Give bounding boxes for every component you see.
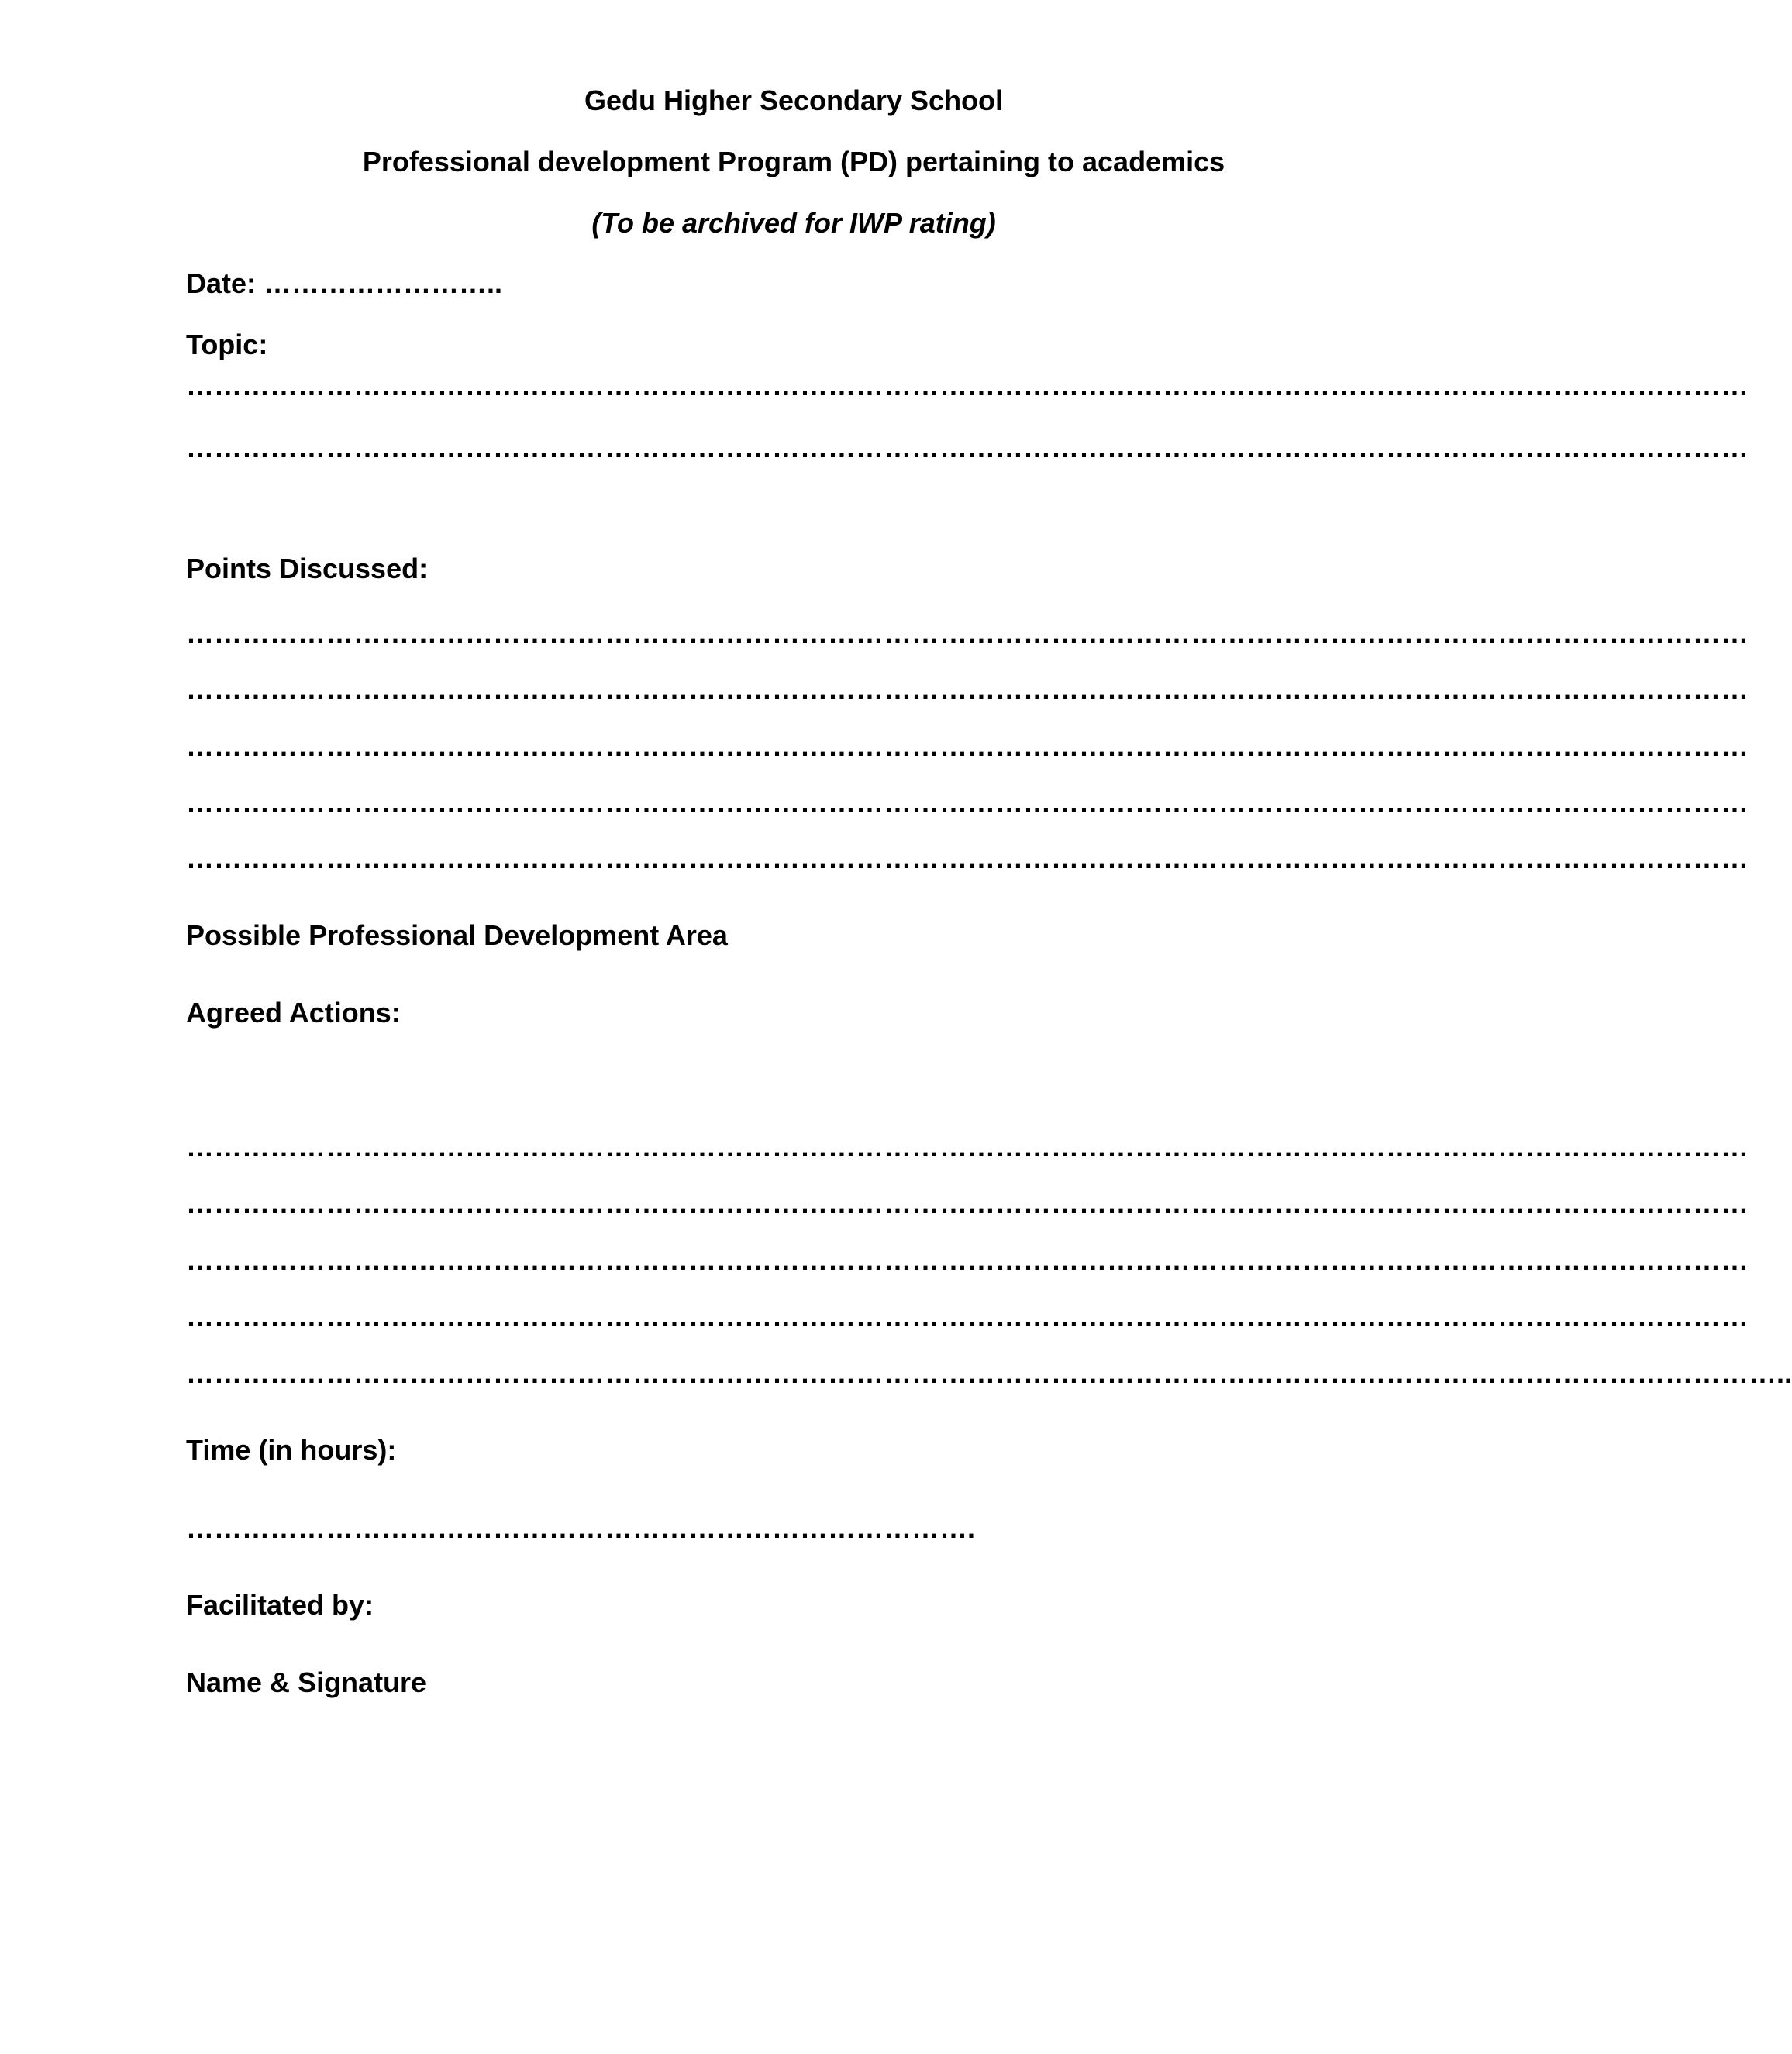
program-title: Professional development Program (PD) pertaining to academics bbox=[362, 146, 1225, 177]
actions-blank-line-5: ……………………………………………………………………………………………………………………………………………………….. bbox=[186, 1357, 1792, 1389]
actions-blank-line-1: …………………………………………………………………………………………………………………………………………………… bbox=[186, 1131, 1749, 1163]
points-blank-line-1: …………………………………………………………………………………………………………………………………………………… bbox=[186, 617, 1749, 649]
date-blank: …………………….. bbox=[264, 267, 503, 299]
topic-label: Topic: bbox=[186, 329, 268, 360]
actions-blank-line-3: …………………………………………………………………………………………………………………………………………………… bbox=[186, 1244, 1749, 1276]
points-blank-line-4: …………………………………………………………………………………………………………………………………………………… bbox=[186, 787, 1749, 818]
pd-area-label: Possible Professional Development Area bbox=[186, 919, 728, 951]
points-blank-line-5: …………………………………………………………………………………………………………………………………………………… bbox=[186, 843, 1749, 874]
agreed-actions-label: Agreed Actions: bbox=[186, 997, 401, 1029]
facilitated-by-label: Facilitated by: bbox=[186, 1589, 374, 1621]
form-subtitle: (To be archived for IWP rating) bbox=[591, 207, 996, 239]
actions-blank-line-4: …………………………………………………………………………………………………………………………………………………… bbox=[186, 1301, 1749, 1332]
actions-blank-line-2: …………………………………………………………………………………………………………………………………………………… bbox=[186, 1187, 1749, 1219]
points-blank-line-2: …………………………………………………………………………………………………………………………………………………… bbox=[186, 674, 1749, 705]
date-row bbox=[186, 267, 502, 301]
points-discussed-label: Points Discussed: bbox=[186, 553, 429, 584]
time-label: Time (in hours): bbox=[186, 1434, 397, 1466]
name-signature-label: Name & Signature bbox=[186, 1666, 427, 1698]
date-label: Date: bbox=[186, 267, 257, 299]
topic-blank-line-1: …………………………………………………………………………………………………………………………………………………… bbox=[186, 370, 1749, 401]
topic-blank-line-2: …………………………………………………………………………………………………………………………………………………… bbox=[186, 432, 1749, 464]
time-blank: …………………………………………………………………………. bbox=[186, 1512, 976, 1544]
school-name: Gedu Higher Secondary School bbox=[584, 84, 1004, 116]
points-blank-line-3: …………………………………………………………………………………………………………………………………………………… bbox=[186, 730, 1749, 762]
